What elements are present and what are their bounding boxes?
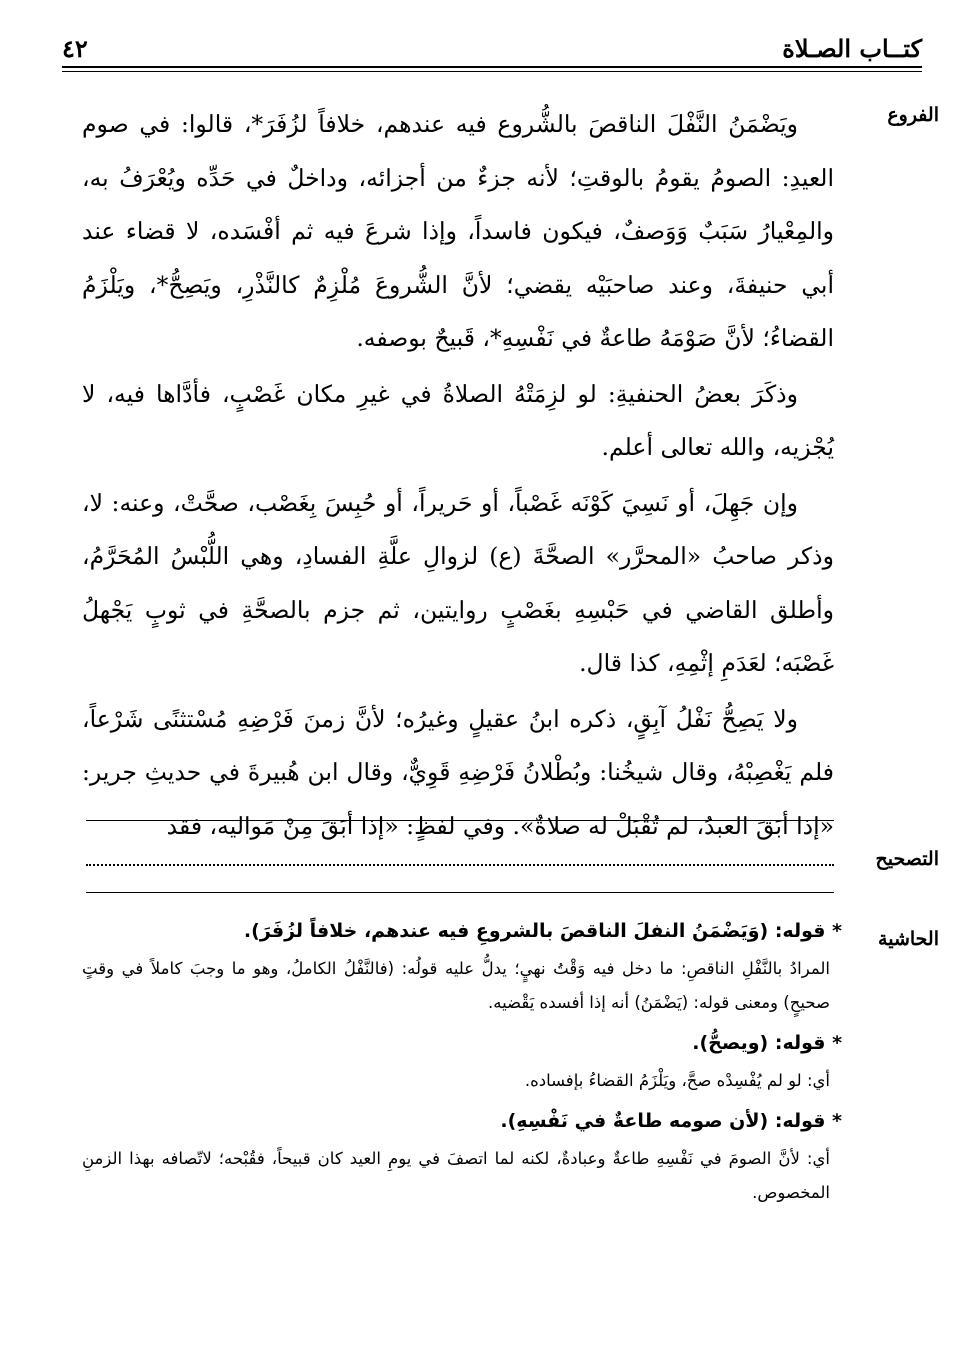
header-rule-thick bbox=[62, 66, 922, 68]
page-number: ٤٢ bbox=[62, 34, 88, 63]
footnote-3-head: * قوله: (لأن صومه طاعةٌ في نَفْسِهِ). bbox=[500, 1110, 842, 1132]
main-paragraph-2: وذكَرَ بعضُ الحنفيةِ: لو لزِمَتْهُ الصلاةُ في غيرِ مكان غَصْبٍ، فأدَّاها فيه، لا يُجْزيه، والله تعالى أعلم. bbox=[82, 379, 834, 461]
side-label-furu: الفروع bbox=[887, 104, 939, 126]
footnote-2-head: * قوله: (ويصحُّ). bbox=[692, 1032, 842, 1054]
header-rule-thin bbox=[62, 71, 922, 72]
separator-top bbox=[86, 820, 834, 821]
main-paragraph-3: وإن جَهِلَ، أو نَسِيَ كَوْنَه غَصْباً، أو حَريراً، أو حُبِسَ بِغَصْب، صحَّتْ، وعنه: لا، وذكر صاحبُ «المحرَّر» الصحَّةَ (ع) لزوالِ علَّةِ الفسادِ، وهي اللُّبْسُ المُحَرَّمُ، وأطلق القاضي في حَبْسِهِ بغَصْبٍ روايتين، ثم جزم بالصحَّةِ في ثوبٍ يَجْهلُ غَصْبَه؛ لعَدَمِ إثْمِهِ، كذا قال. bbox=[82, 488, 834, 677]
separator-bottom bbox=[86, 892, 834, 893]
book-title: كتــاب الصـلاة bbox=[782, 34, 922, 63]
footnote-1-body: المرادُ بالنَّفْلِ الناقصِ: ما دخل فيه وَقْتُ نهيٍ؛ يدلُّ عليه قولُه: (فالنَّفْلُ الكاملُ، وهو ما وجبَ كاملاً في وقتٍ صحيحٍ) ومعنى قوله: (يَضْمَنُ) أنه إذا أفسده يَقْضيه. bbox=[82, 959, 830, 1012]
main-paragraph-4: ولا يَصِحُّ نَفْلُ آبِقٍ، ذكره ابنُ عقيلٍ وغيرُه؛ لأنَّ زمنَ فَرْضِهِ مُسْتثنًى شَرْعاً، فلم يَغْصِبْهُ، وقال شيخُنا: وبُطْلانُ فَرْضِهِ قَوِيٌّ، وقال ابن هُبيرةَ في حديثِ جرير: «إذا أبَقَ العبدُ، لم تُقْبَلْ له صلاةٌ». وفي لفظٍ: «إذا أبَقَ مِنْ مَواليه، فقد bbox=[82, 704, 834, 840]
side-label-hashiya: الحاشية bbox=[878, 928, 939, 950]
footnotes bbox=[82, 912, 842, 1214]
footnote-1-head: * قوله: (وَيَضْمَنُ النفلَ الناقصَ بالشروعِ فيه عندهم، خلافاً لزُفَرَ). bbox=[243, 920, 842, 942]
main-text bbox=[82, 98, 834, 855]
footnote-3-body: أي: لأنَّ الصومَ في نَفْسِهِ طاعةٌ وعبادةٌ، لكنه لما اتصفَ في يومِ العيد كان قبيحاً، فقُبْحه؛ لاتّصافه بهذا الزمنِ المخصوص. bbox=[82, 1149, 830, 1202]
tashih-dotted-line bbox=[86, 840, 834, 866]
page-header bbox=[62, 30, 922, 70]
main-paragraph-1: ويَضْمَنُ النَّفْلَ الناقصَ بالشُّروع فيه عندهم، خلافاً لزُفَرَ*، قالوا: في صوم العيدِ: الصومُ يقومُ بالوقتِ؛ لأنه جزءٌ من أجزائه، وداخلٌ في حَدِّه ويُعْرَفُ به، والمِعْيارُ سَبَبٌ وَوَصفٌ، فيكون فاسداً، وإذا شرعَ فيه ثم أفْسَده، لا قضاء عند أبي حنيفةَ، وعند صاحبَيْه يقضي؛ لأنَّ الشُّروعَ مُلْزِمٌ كالنَّذْرِ، ويَصِحُّ*، ويَلْزَمُ القضاءُ؛ لأنَّ صَوْمَهُ طاعةٌ في نَفْسِهِ*، قَبيحٌ بوصفه. bbox=[82, 110, 834, 352]
side-label-tashih: التصحيح bbox=[875, 848, 939, 870]
footnote-2-body: أي: لو لم يُفْسِدْه صحَّ، ويَلْزَمُ القضاءُ بإفساده. bbox=[524, 1071, 830, 1090]
